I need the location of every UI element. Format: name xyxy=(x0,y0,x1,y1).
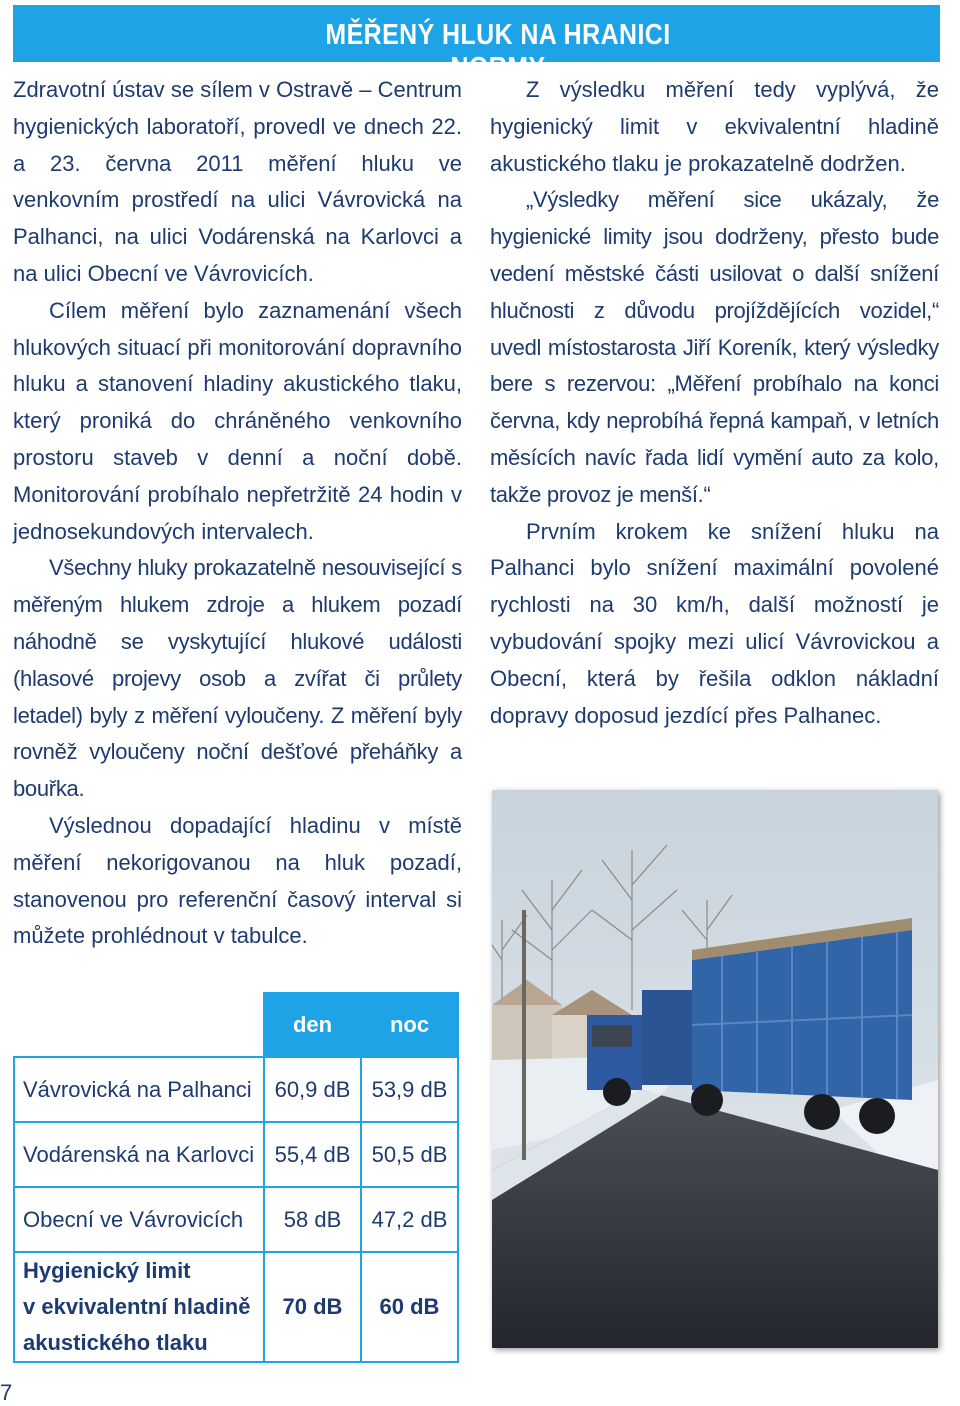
table-header-row xyxy=(14,993,458,1057)
table-cell-day: 58 dB xyxy=(264,1187,361,1252)
right-paragraph-1: Z výsledku měření tedy vyplývá, že hygienický limit v ekvivalentní hladině akustického tlaku je prokazatelně dodržen. xyxy=(490,77,939,176)
limit-label-line-1: Hygienický limit xyxy=(23,1258,191,1283)
truck-photo-illustration xyxy=(492,790,938,1348)
table-row xyxy=(14,1122,458,1187)
table-row-label: Vávrovická na Palhanci xyxy=(14,1057,264,1122)
page-title: MĚŘENÝ HLUK NA HRANICI NORMY xyxy=(325,19,671,84)
table-cell-day: 60,9 dB xyxy=(264,1057,361,1122)
table-limit-row xyxy=(14,1252,458,1362)
left-paragraph-4: Výslednou dopadající hladinu v místě měření nekorigovanou na hluk pozadí, stanovenou pro referenční časový interval si můžete prohlédnout v tabulce. xyxy=(13,812,462,949)
left-paragraph-1: Zdravotní ústav se sílem v Ostravě – Centrum hygienických laboratoří, provedl ve dnech 22. a 23. června 2011 měření hluku ve venkovním prostředí na ulici Vávrovická na Palhanci, na ulici Vodárenská na Karlovci a na ulici Obecní ve Vávrovicích. xyxy=(13,77,462,286)
table-cell-night: 50,5 dB xyxy=(361,1122,458,1187)
limit-cell-night: 60 dB xyxy=(361,1252,458,1362)
left-paragraph-3: Všechny hluky prokazatelně nesouvisející s měřeným hlukem zdroje a hlukem pozadí náhodně se vyskytující hlukové události (hlasové projevy osob a zvířat či průlety letadel) byly z měření vyloučeny. Z měření byly rovněž vyloučeny noční dešťové přeháňky a bouřka. xyxy=(13,555,462,802)
limit-label-line-2: v ekvivalentní hladině xyxy=(23,1294,251,1319)
limit-cell-day: 70 dB xyxy=(264,1252,361,1362)
table-cell-day: 55,4 dB xyxy=(264,1122,361,1187)
table-row xyxy=(14,1057,458,1122)
left-paragraph-2: Cílem měření bylo zaznamenání všech hlukových situací při monitorování dopravního hluku a stanovení hladiny akustického tlaku, který proniká do chráněného venkovního prostoru staveb v denní a noční době. Monitorování probíhalo nepřetržitě 24 hodin v jednosekundových intervalech. xyxy=(13,297,462,544)
noise-table xyxy=(13,992,459,1363)
table-row xyxy=(14,1187,458,1252)
right-column xyxy=(490,72,939,734)
table-row-label: Vodárenská na Karlovci xyxy=(14,1122,264,1187)
left-column xyxy=(13,72,462,955)
right-paragraph-3: Prvním krokem ke snížení hluku na Palhanci bylo snížení maximální povolené rychlosti na 30 km/h, další možností je vybudování spojky mezi ulicí Vávrovickou a Obecní, která by řešila odklon nákladní dopravy doposud jezdící přes Palhanec. xyxy=(490,518,939,728)
table-cell-night: 47,2 dB xyxy=(361,1187,458,1252)
limit-label xyxy=(14,1252,264,1362)
page-number: 7 xyxy=(0,1380,13,1405)
truck-photo xyxy=(492,790,938,1348)
header-bar xyxy=(13,5,940,84)
limit-label-line-3: akustického tlaku xyxy=(23,1330,208,1355)
table-header-day: den xyxy=(264,993,361,1057)
table-header-night: noc xyxy=(361,993,458,1057)
table-row-label: Obecní ve Vávrovicích xyxy=(14,1187,264,1252)
right-paragraph-2: „Výsledky měření sice ukázaly, že hygienické limity jsou dodrženy, přesto bude vedení městské části usilovat o další snížení hlučnosti z důvodu projíždějících vozidel,“ uvedl místostarosta Jiří Koreník, který výsledky bere s rezervou: „Měření probíhalo na konci června, kdy neprobíhá řepná kampaň, v letních měsících navíc řada lidí vymění auto za kolo, takže provoz je menší.“ xyxy=(490,187,939,507)
table-corner-cell xyxy=(14,993,264,1057)
table-cell-night: 53,9 dB xyxy=(361,1057,458,1122)
